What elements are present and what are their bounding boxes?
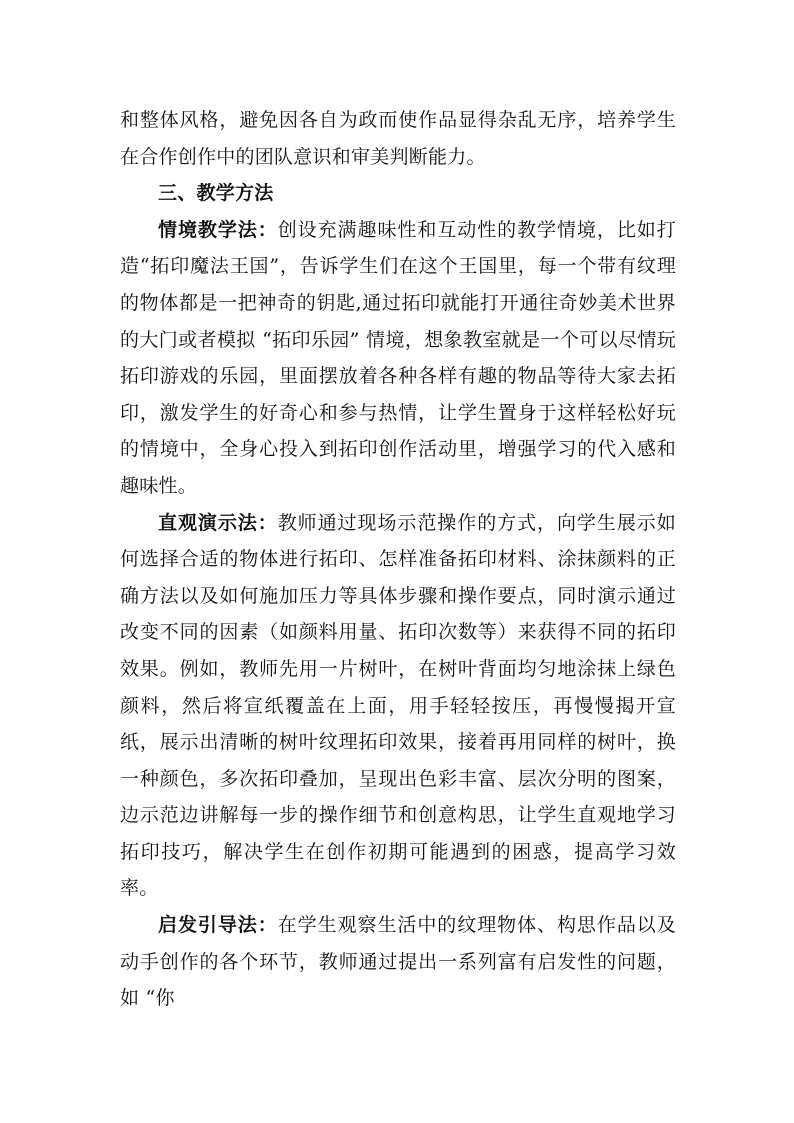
section-heading [120,175,676,212]
section-heading-text: 三、教学方法 [158,182,274,205]
document-body [120,102,676,1017]
paragraph-text: 和整体风格，避免因各自为政而使作品显得杂乱无序，培养学生在合作创作中的团队意识和审美判断能力。 [120,109,676,168]
paragraph-text: 创设充满趣味性和互动性的教学情境，比如打造“拓印魔法王国”，告诉学生们在这个王国里，每一个带有纹理的物体都是一把神奇的钥匙,通过拓印就能打开通往奇妙美术世界的大门或者模拟 “拓印乐园” 情境，想象教室就是一个可以尽情玩拓印游戏的乐园，里面摆放着各种各样有趣的物品等待大家去拓印，激发学生的好奇心和参与热情，让学生置身于这样轻松好玩的情境中，全身心投入到拓印创作活动里，增强学习的代入感和趣味性。 [120,218,676,497]
paragraph-continued [120,102,676,175]
paragraph-demonstration-method [120,505,676,908]
paragraph-term: 启发引导法： [158,914,278,937]
paragraph-text: 教师通过现场示范操作的方式，向学生展示如何选择合适的物体进行拓印、怎样准备拓印材料、涂抹颜料的正确方法以及如何施加压力等具体步骤和操作要点，同时演示通过改变不同的因素（如颜料用量、拓印次数等）来获得不同的拓印效果。例如，教师先用一片树叶，在树叶背面均匀地涂抹上绿色颜料，然后将宣纸覆盖在上面，用手轻轻按压，再慢慢揭开宣纸，展示出清晰的树叶纹理拓印效果，接着再用同样的树叶，换一种颜色，多次拓印叠加，呈现出色彩丰富、层次分明的图案，边示范边讲解每一步的操作细节和创意构思，让学生直观地学习拓印技巧，解决学生在创作初期可能遇到的困惑，提高学习效率。 [120,511,676,900]
paragraph-situational-teaching [120,212,676,505]
paragraph-guidance-method [120,907,676,1017]
paragraph-text: 在学生观察生活中的纹理物体、构思作品以及动手创作的各个环节，教师通过提出一系列富有启发性的问题，如 “你 [120,914,676,1010]
paragraph-term: 直观演示法： [158,511,278,534]
paragraph-term: 情境教学法： [158,218,278,241]
